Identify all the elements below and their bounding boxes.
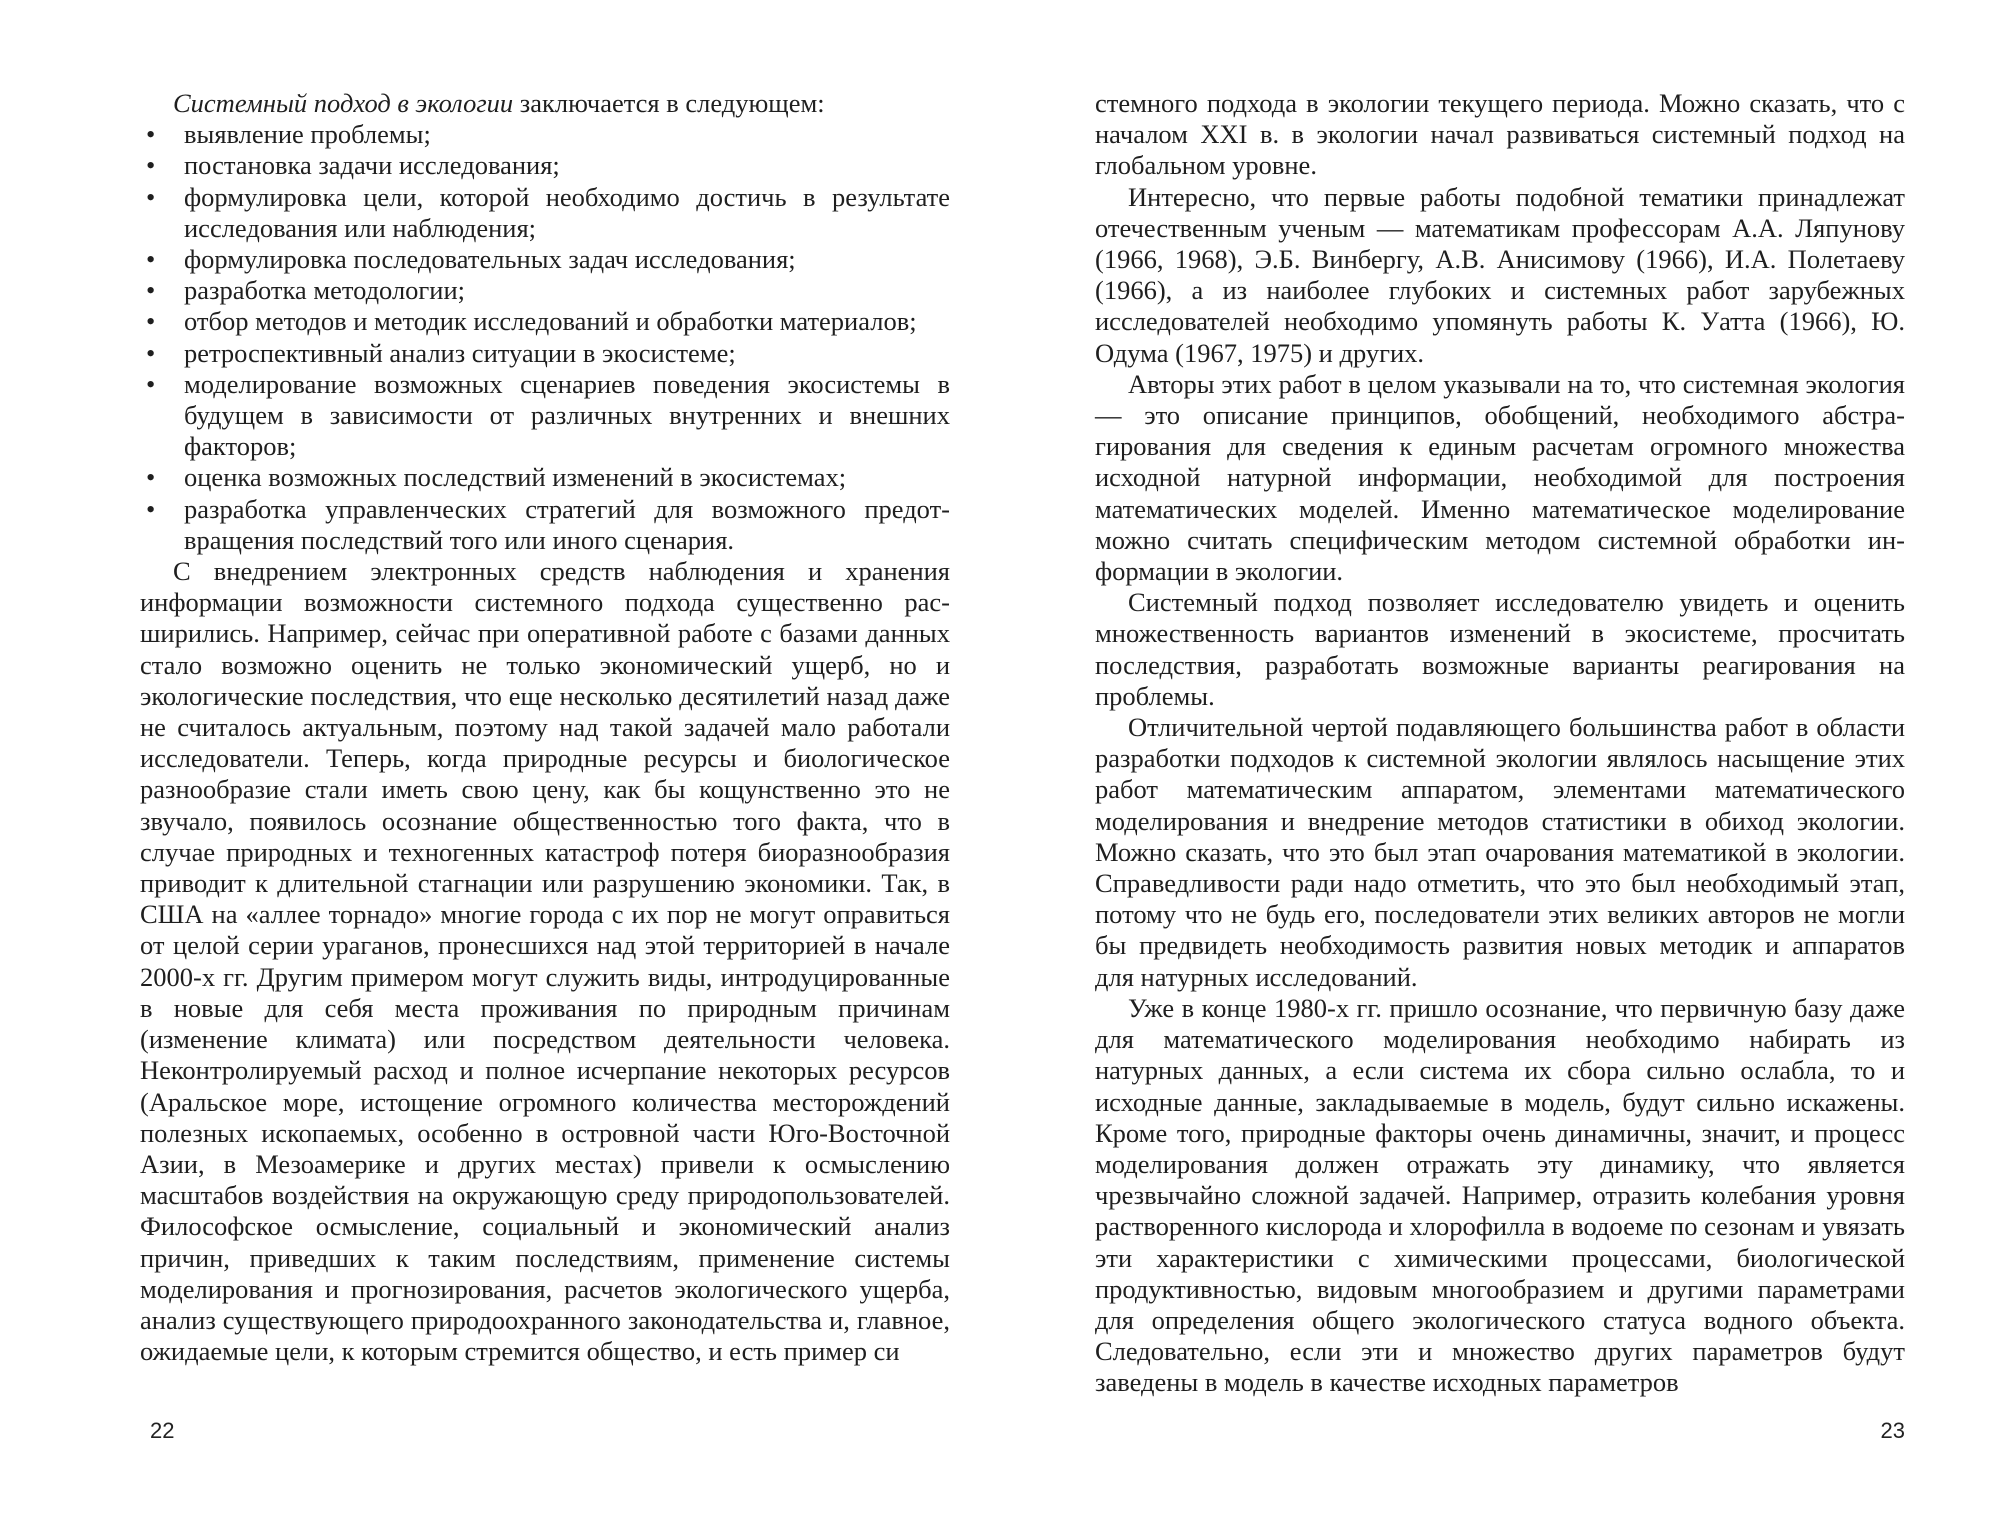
list-item: • моделирование возможных сценариев поведения экосистемы в будущем в зависимости от различных внутренних и внешних факторов;	[140, 369, 950, 463]
intro-italic-term: Системный подход в экологии	[173, 88, 514, 118]
body-paragraph: Уже в конце 1980-х гг. пришло осознание, что первичную базу даже для математического моделирования необходимо набирать из натурных данных, а если система их сбора сильно ослабла, то и исходные данные, закладываемые в модель, будут сильно искажены. Кроме того, природные факторы очень динамичны, значит, и процесс моделирования должен отражать эту динамику, что является чрезвычайно сложной задачей. Например, отразить колебания уровня растворенного кислорода и хлорофилла в водоеме по сезонам и увязать эти характеристики с химическими процессами, биологической продуктивностью, видовым многообразием и другими параметрами для определения общего экологического статуса водного объекта. Следовательно, если эти и множество других параметров будут заведены в модель в качестве исходных параметров	[1095, 992, 1905, 1398]
intro-paragraph	[140, 88, 950, 119]
list-item: • ретроспективный анализ ситуации в экосистеме;	[140, 338, 950, 369]
body-paragraph: С внедрением электронных средств наблюдения и хранения информации возможности системного подхода существенно расширились. Например, сейчас при оперативной работе с базами данных стало возможно оценить не только экономический ущерб, но и экологические последствия, что еще несколько десятилетий назад даже не считалось актуальным, поэтому над такой задачей мало работали исследователи. Теперь, когда природные ресурсы и биологическое разнообразие стали иметь свою цену, как бы кощунственно это не звучало, появилось осознание общественностью того факта, что в случае природных и техногенных катастроф потеря биоразнообразия приводит к длительной стагнации или разрушению экономики. Так, в США на «аллее торнадо» многие города с их пор не могут оправиться от целой серии ураганов, пронесшихся над этой территорией в начале 2000-х гг. Другим примером могут служить виды, интродуцированные в новые для себя места проживания по природным причинам (изменение климата) или посредством деятельности человека. Неконтролируемый расход и полное исчерпание некоторых ресурсов (Аральское море, истощение огромного количества месторождений полезных ископаемых, особенно в островной части Юго-Восточной Азии, в Мезоамерике и других местах) привели к осмыслению масштабов воздействия на окружающую среду природопользователей. Философское осмысление, социальный и экономический анализ причин, приведших к таким последствиям, применение системы моделирования и прогнозирования, расчетов экологического ущерба, анализ существующего природоохранного законодательства и, главное, ожидаемые цели, к которым стремится общество, и есть пример си	[140, 556, 950, 1367]
list-item: • постановка задачи исследования;	[140, 150, 950, 181]
left-page-text	[140, 88, 950, 1367]
left-page	[140, 88, 950, 1488]
page-number-left: 22	[150, 1418, 175, 1443]
right-page-text	[1095, 88, 1905, 1399]
body-paragraph: Отличительной чертой подавляющего большинства работ в области разработки подходов к системной экологии являлось насыщение этих работ математическим аппаратом, элементами математического моделирования и внедрение методов статистики в обиход экологии. Можно сказать, что это был этап очарования математикой в экологии. Справедливости ради надо отметить, что это был необходимый этап, потому что не будь его, последователи этих великих авторов не могли бы предвидеть необходимость развития новых методик и аппаратов для натурных исследований.	[1095, 712, 1905, 992]
list-item: • оценка возможных последствий изменений в экосистемах;	[140, 462, 950, 493]
right-page	[1095, 88, 1905, 1488]
list-item: • формулировка цели, которой необходимо достичь в результате исследования или наблюдения;	[140, 182, 950, 244]
intro-rest: заключается в следующем:	[513, 88, 825, 118]
continuation-paragraph: стемного подхода в экологии текущего периода. Можно сказать, что с началом XXI в. в экологии начал развиваться системный подход на глобальном уровне.	[1095, 88, 1905, 181]
list-item: • разработка методологии;	[140, 275, 950, 306]
body-paragraph: Авторы этих работ в целом указывали на то, что системная экология — это описание принципов, обобщений, необходимого абстрагирования для сведения к единым расчетам огромного множества исходной натурной информации, необходимой для построения математических моделей. Именно математическое моделирование можно считать специфическим методом системной обработки информации в экологии.	[1095, 368, 1905, 587]
body-paragraph: Системный подход позволяет исследователю увидеть и оценить множественность вариантов изменений в экосистеме, просчитать последствия, разработать возможные варианты реагирования на проблемы.	[1095, 587, 1905, 711]
list-item: • выявление проблемы;	[140, 119, 950, 150]
body-paragraph: Интересно, что первые работы подобной тематики принадлежат отечественным ученым — математикам профессорам А.А. Ляпунову (1966, 1968), Э.Б. Винбергу, А.В. Анисимову (1966), И.А. Полетаеву (1966), а из наиболее глубоких и системных работ зарубежных исследователей необходимо упомянуть работы К. Уатта (1966), Ю. Одума (1967, 1975) и других.	[1095, 181, 1905, 368]
page-number-right: 23	[1880, 1418, 1905, 1443]
list-item: • разработка управленческих стратегий для возможного предотвращения последствий того или иного сценария.	[140, 494, 950, 556]
bullet-list	[140, 119, 950, 556]
list-item: • формулировка последовательных задач исследования;	[140, 244, 950, 275]
list-item: • отбор методов и методик исследований и обработки материалов;	[140, 306, 950, 337]
